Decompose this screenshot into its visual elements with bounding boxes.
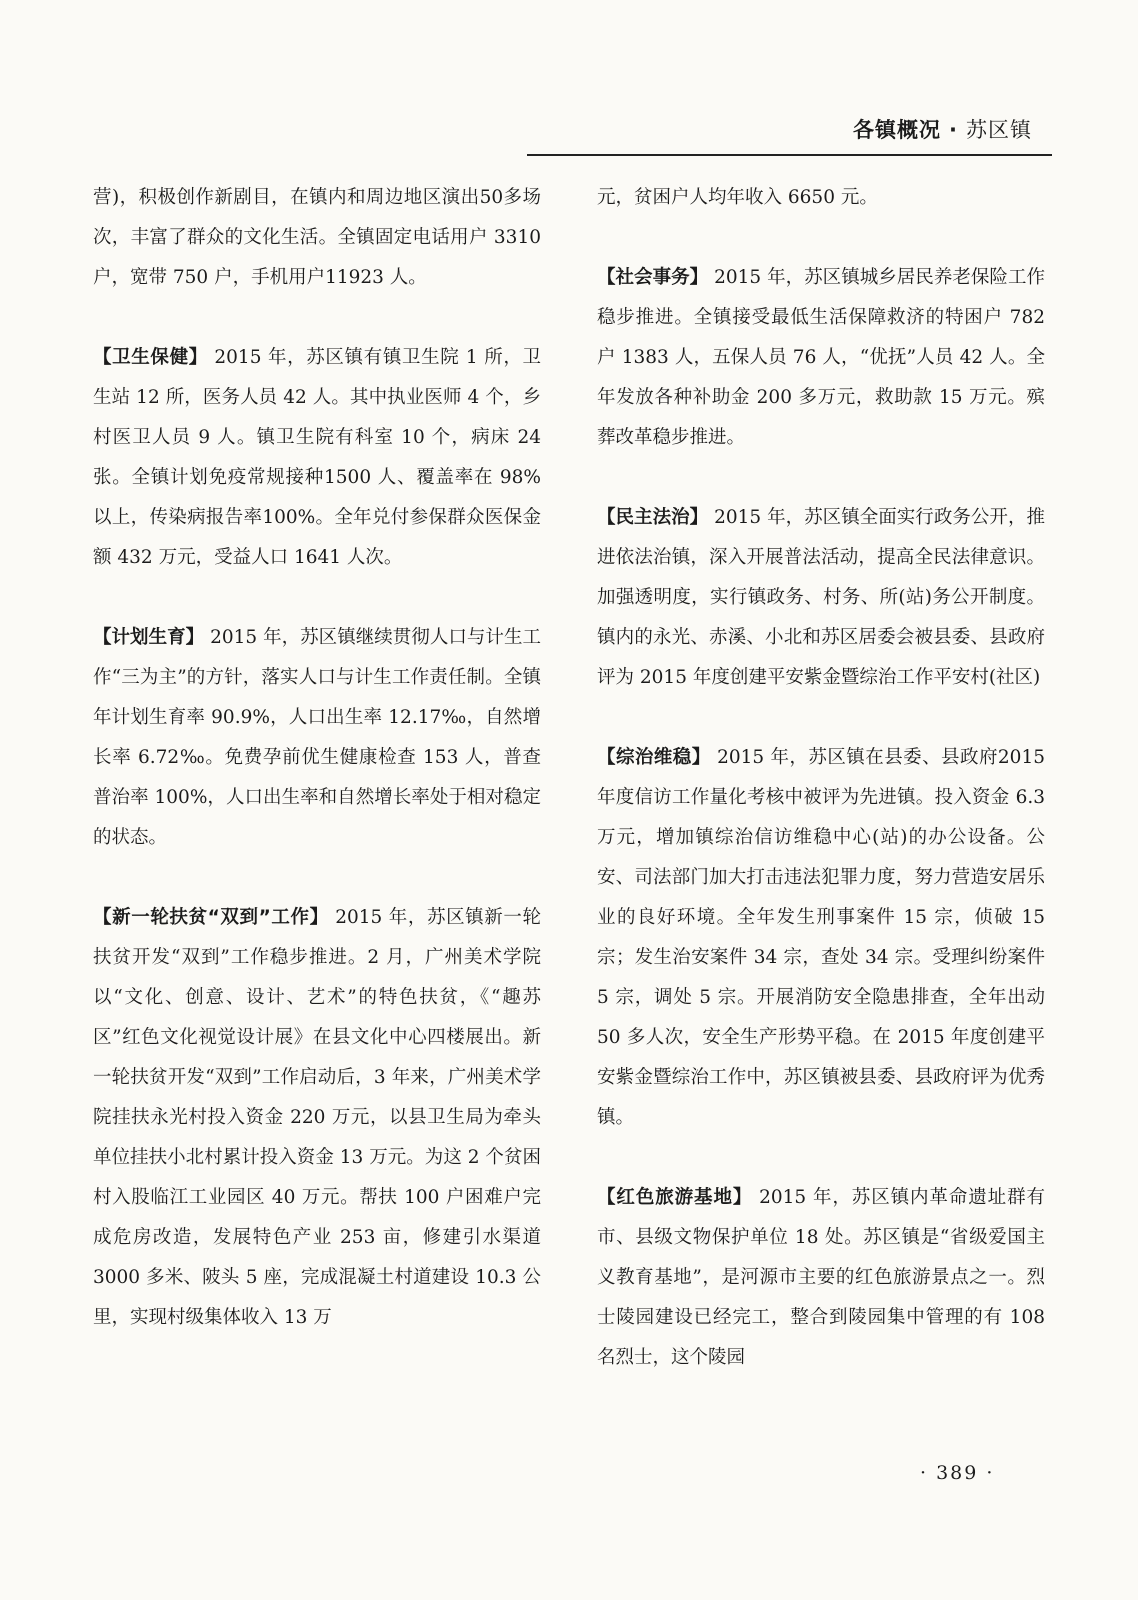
paragraph-health: [93, 338, 541, 578]
paragraph-text: 2015 年，苏区镇有镇卫生院 1 所，卫生站 12 所，医务人员 42 人。其中执业医师 4 个，乡村医卫人员 9 人。镇卫生院有科室 10 个，病床 24 张。全镇计划免疫常规接种1500 人、覆盖率在 98%以上，传染病报告率100%。全年兑付参保群众医保金额 432 万元，受益人口 1641 人次。: [93, 347, 541, 568]
header-section: 各镇概况: [853, 118, 942, 142]
paragraph-poverty-alleviation: [93, 898, 541, 1338]
right-column: [597, 178, 1045, 1418]
paragraph-public-security: [597, 738, 1045, 1138]
header-title: [853, 114, 1032, 144]
page-number: · 389 ·: [920, 1462, 995, 1484]
paragraph-text: 2015 年，苏区镇全面实行政务公开，推进依法治镇，深入开展普法活动，提高全民法律意识。加强透明度，实行镇政务、村务、所(站)务公开制度。镇内的永光、赤溪、小北和苏区居委会被县委、县政府评为 2015 年度创建平安紫金暨综治工作平安村(社区): [597, 507, 1045, 688]
paragraph-heading: 【计划生育】: [93, 627, 205, 648]
paragraph-continuation: [597, 178, 1045, 218]
paragraph-text: 2015 年，苏区镇继续贯彻人口与计生工作“三为主”的方针，落实人口与计生工作责任制。全镇年计划生育率 90.9%，人口出生率 12.17‰，自然增长率 6.72‰。免费孕前优生健康检查 153 人，普查普治率 100%，人口出生率和自然增长率处于相对稳定的状态。: [93, 627, 541, 848]
paragraph-continuation: [93, 178, 541, 298]
header-town: 苏区镇: [966, 118, 1032, 142]
paragraph-heading: 【新一轮扶贫“双到”工作】: [93, 907, 329, 928]
header-separator: ·: [949, 118, 958, 142]
paragraph-social-affairs: [597, 258, 1045, 458]
paragraph-heading: 【红色旅游基地】: [597, 1187, 753, 1208]
paragraph-heading: 【综治维稳】: [597, 747, 711, 768]
left-column: [93, 178, 541, 1378]
paragraph-heading: 【卫生保健】: [93, 347, 208, 368]
paragraph-text: 营)，积极创作新剧目，在镇内和周边地区演出50多场次，丰富了群众的文化生活。全镇固定电话用户 3310 户，宽带 750 户，手机用户11923 人。: [93, 187, 541, 288]
paragraph-text: 2015 年，苏区镇在县委、县政府2015 年度信访工作量化考核中被评为先进镇。投入资金 6.3 万元，增加镇综治信访维稳中心(站)的办公设备。公安、司法部门加大打击违法犯罪力度，努力营造安居乐业的良好环境。全年发生刑事案件 15 宗，侦破 15 宗；发生治安案件 34 宗，查处 34 宗。受理纠纷案件 5 宗，调处 5 宗。开展消防安全隐患排查，全年出动50 多人次，安全生产形势平稳。在 2015 年度创建平安紫金暨综治工作中，苏区镇被县委、县政府评为优秀镇。: [597, 747, 1045, 1128]
paragraph-red-tourism: [597, 1178, 1045, 1378]
paragraph-heading: 【社会事务】: [597, 267, 709, 288]
paragraph-text: 2015 年，苏区镇新一轮扶贫开发“双到”工作稳步推进。2 月，广州美术学院以“文化、创意、设计、艺术”的特色扶贫，《“趣苏区”红色文化视觉设计展》在县文化中心四楼展出。新一轮扶贫开发“双到”工作启动后，3 年来，广州美术学院挂扶永光村投入资金 220 万元，以县卫生局为牵头单位挂扶小北村累计投入资金 13 万元。为这 2 个贫困村入股临江工业园区 40 万元。帮扶 100 户困难户完成危房改造，发展特色产业 253 亩，修建引水渠道 3000 多米、陂头 5 座，完成混凝土村道建设 10.3 公里，实现村级集体收入 13 万: [93, 907, 541, 1328]
paragraph-heading: 【民主法治】: [597, 507, 709, 528]
paragraph-rule-of-law: [597, 498, 1045, 698]
paragraph-text: 2015 年，苏区镇城乡居民养老保险工作稳步推进。全镇接受最低生活保障救济的特困户 782 户 1383 人，五保人员 76 人，“优抚”人员 42 人。全年发放各种补助金 200 多万元，救助款 15 万元。殡葬改革稳步推进。: [597, 267, 1045, 448]
paragraph-family-planning: [93, 618, 541, 858]
paragraph-text: 元，贫困户人均年收入 6650 元。: [597, 187, 878, 208]
paragraph-text: 2015 年，苏区镇内革命遗址群有市、县级文物保护单位 18 处。苏区镇是“省级爱国主义教育基地”，是河源市主要的红色旅游景点之一。烈士陵园建设已经完工，整合到陵园集中管理的有 108 名烈士，这个陵园: [597, 1187, 1045, 1368]
running-header: [527, 106, 1052, 156]
